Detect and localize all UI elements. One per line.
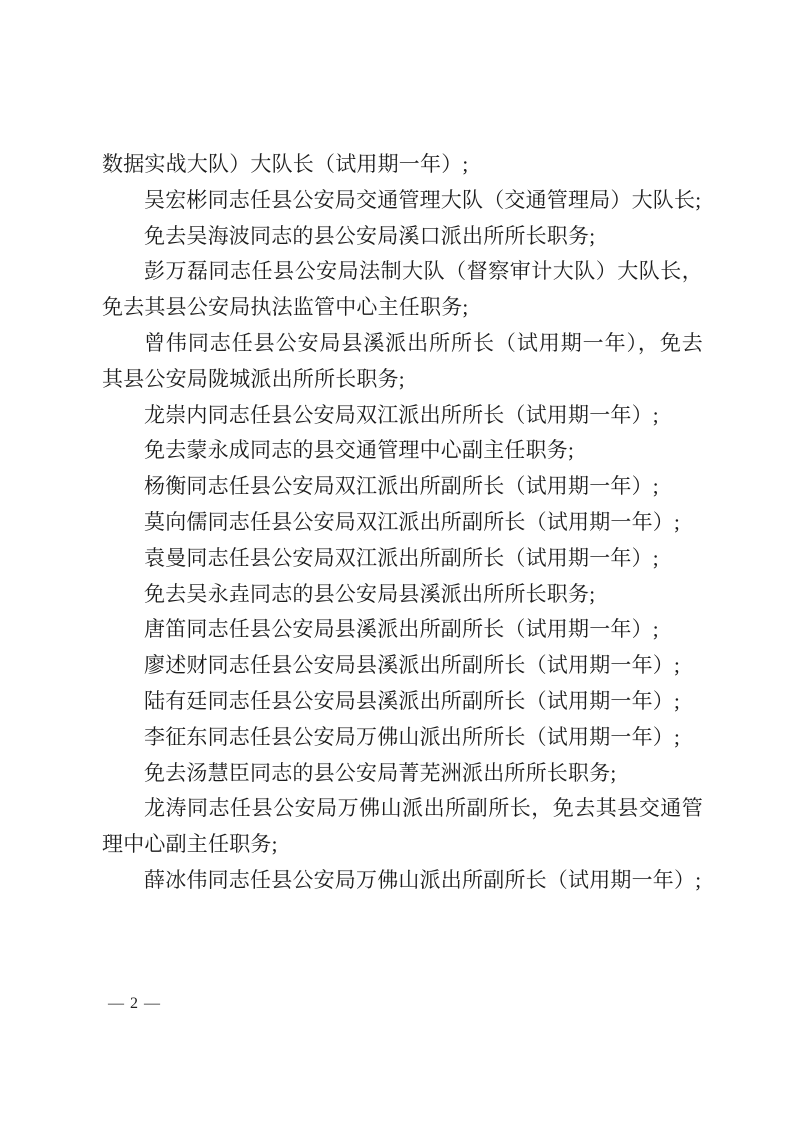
- paragraph: 龙崇内同志任县公安局双江派出所所长（试用期一年）;: [144, 402, 659, 427]
- paragraph: 彭万磊同志任县公安局法制大队（督察审计大队）大队长，免去其县公安局执法监管中心主任职务;: [102, 259, 703, 320]
- paragraph: 廖述财同志任县公安局县溪派出所副所长（试用期一年）;: [144, 653, 681, 678]
- paragraph: 龙涛同志任县公安局万佛山派出所副所长，免去其县交通管理中心副主任职务;: [102, 796, 703, 857]
- paragraph: 袁曼同志任县公安局双江派出所副所长（试用期一年）;: [144, 545, 659, 570]
- paragraph: 唐笛同志任县公安局县溪派出所副所长（试用期一年）;: [144, 617, 659, 642]
- paragraph: 数据实战大队）大队长（试用期一年）;: [102, 152, 469, 176]
- paragraph: 曾伟同志任县公安局县溪派出所所长（试用期一年），免去其县公安局陇城派出所所长职务;: [102, 330, 703, 391]
- paragraph: 李征东同志任县公安局万佛山派出所所长（试用期一年）;: [144, 724, 681, 749]
- paragraph: 免去吴永垚同志的县公安局县溪派出所所长职务;: [144, 581, 596, 606]
- paragraph: 薛冰伟同志任县公安局万佛山派出所副所长（试用期一年）;: [144, 867, 702, 892]
- paragraph: 陆有廷同志任县公安局县溪派出所副所长（试用期一年）;: [144, 688, 681, 713]
- body-text: [102, 147, 703, 899]
- paragraph: 吴宏彬同志任县公安局交通管理大队（交通管理局）大队长;: [144, 187, 702, 212]
- paragraph: 杨衡同志任县公安局双江派出所副所长（试用期一年）;: [144, 474, 659, 499]
- paragraph: 免去汤慧臣同志的县公安局菁芜洲派出所所长职务;: [144, 760, 617, 785]
- paragraph: 莫向儒同志任县公安局双江派出所副所长（试用期一年）;: [144, 509, 681, 534]
- page-number: — 2 —: [108, 995, 161, 1012]
- paragraph: 免去吴海波同志的县公安局溪口派出所所长职务;: [144, 223, 596, 248]
- paragraph: 免去蒙永成同志的县交通管理中心副主任职务;: [144, 438, 575, 463]
